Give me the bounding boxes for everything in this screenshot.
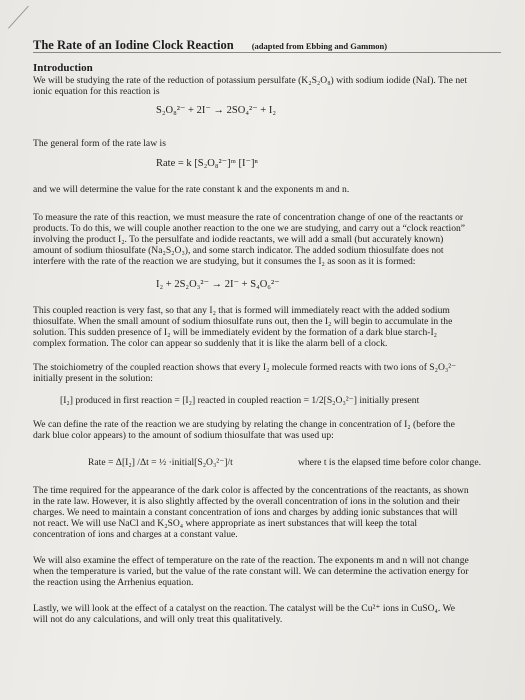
pen-mark xyxy=(8,6,29,29)
text-line: ionic equation for this reaction is xyxy=(33,86,160,97)
text-line: amount of sodium thiosulfate (Na₂S₂O₃), and some starch indicator. The added sodium thiosulfate does not xyxy=(33,245,444,256)
text-line: The stoichiometry of the coupled reaction shows that every I₂ molecule formed reacts with two ions of S₂O₃²⁻ xyxy=(33,362,457,373)
text-line: We will also examine the effect of temperature on the rate of the reaction. The exponents m and n will not change xyxy=(33,555,469,566)
text-line: This coupled reaction is very fast, so that any I₂ that is formed will immediately react with the added sodium xyxy=(33,305,450,316)
text-line: the reaction using the Arrhenius equation. xyxy=(33,577,194,588)
text-line: concentration of ions and charges at a constant value. xyxy=(33,529,238,540)
equation-stoichiometry: [I₂] produced in first reaction = [I₂] reacted in coupled reaction = 1/2[S₂O₃²⁻] initially present xyxy=(60,395,420,406)
text-line: thiosulfate. When the small amount of sodium thiosulfate runs out, then the I₂ will begin to accumulate in the xyxy=(33,316,453,327)
text-line: To measure the rate of this reaction, we must measure the rate of concentration change of one of the reactants or xyxy=(33,212,464,223)
equation-rate-law: Rate = k [S₂O₈²⁻]ᵐ [I⁻]ⁿ xyxy=(156,158,258,169)
equation-rate-definition: Rate = Δ[I₂] /Δt = ½ ·initial[S₂O₃²⁻]/t xyxy=(88,457,233,468)
equation-coupled: I₂ + 2S₂O₃²⁻ → 2I⁻ + S₄O₆²⁻ xyxy=(156,279,280,290)
text-line: not react. We will use NaCl and K₂SO₄ where appropriate as inert substances that will keep the total xyxy=(33,518,418,529)
source-note: (adapted from Ebbing and Gammon) xyxy=(251,41,388,51)
text-line: Lastly, we will look at the effect of a catalyst on the reaction. The catalyst will be the Cu²⁺ ions in CuSO₄. We xyxy=(33,603,456,614)
text-line: solution. This sudden presence of I₂ will be immediately evident by the formation of a dark blue starch-I₂ xyxy=(33,327,438,338)
text-line: interfere with the rate of the reaction we are studying, but it consumes the I₂ as soon as it is formed: xyxy=(33,256,416,267)
text-line: involving the product I₂. To the persulfate and iodide reactants, we will add a small (but accurately known) xyxy=(33,234,444,245)
text-line: charges. We need to maintain a constant concentration of ions and charges by adding ionic substances that will xyxy=(33,507,458,518)
text-line: initially present in the solution: xyxy=(33,373,153,384)
text-line: We will be studying the rate of the reduction of potassium persulfate (K₂S₂O₈) with sodium iodide (NaI). The net xyxy=(33,75,468,86)
text-line: and we will determine the value for the rate constant k and the exponents m and n. xyxy=(33,184,350,195)
section-heading: Introduction xyxy=(33,62,93,74)
text-line: will not do any calculations, and will only treat this qualitatively. xyxy=(33,614,283,625)
text-line: The time required for the appearance of the dark color is affected by the concentrations of the reactants, as shown xyxy=(33,485,469,496)
text-line: complex formation. The color can appear so suddenly that it is like the alarm bell of a clock. xyxy=(33,338,388,349)
title-divider xyxy=(33,52,501,53)
rate-note: where t is the elapsed time before color change. xyxy=(298,457,482,468)
text-line: products. To do this, we will couple another reaction to the one we are studying, and carry out a “clock reaction” xyxy=(33,223,466,234)
text-line: dark blue color appears) to the amount of sodium thiosulfate that was used up: xyxy=(33,430,334,441)
document-title: The Rate of an Iodine Clock Reaction xyxy=(33,38,234,52)
text-line: when the temperature is varied, but the value of the rate constant will. We can determine the activation energy for xyxy=(33,566,469,577)
equation-main: S₂O₈²⁻ + 2I⁻ → 2SO₄²⁻ + I₂ xyxy=(156,105,276,116)
text-line: in the rate law. However, it is also slightly affected by the overall concentration of ions in the solution and their xyxy=(33,496,460,507)
text-line: We can define the rate of the reaction we are studying by relating the change in concentration of I₂ (before the xyxy=(33,419,455,430)
text-line: The general form of the rate law is xyxy=(33,138,166,149)
